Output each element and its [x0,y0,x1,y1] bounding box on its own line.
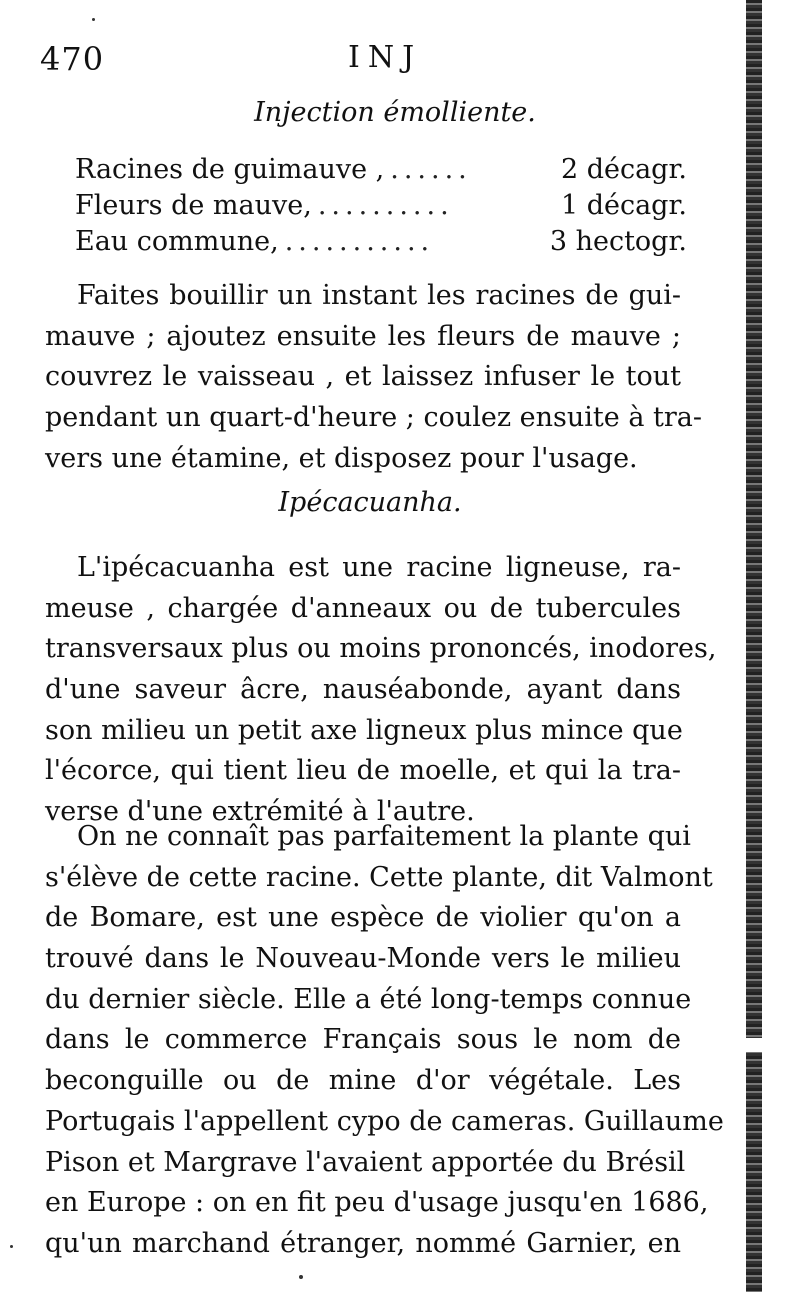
text-line: dans le commerce Français sous le nom de [45,1024,681,1056]
page-gutter-edge [746,0,762,1292]
page-gutter-gap [746,1038,762,1052]
section-title-ipecacuanha: Ipécacuanha. [278,487,462,518]
recipe-ingredient: Fleurs de mauve, [75,190,312,221]
recipe-quantity: 1 décagr. [560,190,687,221]
running-head: INJ [348,40,423,75]
paragraph-injection [45,276,702,479]
text-line: de Bomare, est une espèce de violier qu'on a [45,902,681,934]
text-line: d'une saveur âcre, nauséabonde, ayant dans [45,674,681,706]
recipe-quantity: 3 hectogr. [549,226,687,257]
text-line: verse d'une extrémité à l'autre. [45,796,475,828]
text-line: mauve ; ajoutez ensuite les fleurs de mauve ; [45,320,681,352]
text-line: L'ipécacuanha est une racine ligneuse, ra- [77,552,681,583]
ink-speck [299,1275,303,1279]
text-line: vers une étamine, et disposez pour l'usage. [45,442,638,474]
text-line: s'élève de cette racine. Cette plante, dit Valmont [45,861,713,893]
text-line: Portugais l'appellent cypo de cameras. Guillaume [45,1105,724,1137]
text-line: meuse , chargée d'anneaux ou de tubercules [45,592,681,624]
text-line: l'écorce, qui tient lieu de moelle, et qui la tra- [45,755,681,787]
text-line: couvrez le vaisseau , et laissez infuser le tout [45,361,681,393]
text-line: transversaux plus ou moins prononcés, inodores, [45,633,717,665]
recipe-quantity: 2 décagr. [560,154,687,185]
ink-speck [10,1245,13,1248]
text-line: On ne connaît pas parfaitement la plante qui [77,821,691,852]
recipe-item [75,152,687,188]
recipe-item [75,188,687,224]
text-line: du dernier siècle. Elle a été long-temps connue [45,983,692,1015]
recipe-ingredient: Eau commune, [75,226,279,257]
paragraph-description [45,548,717,833]
recipe-ingredient: Racines de guimauve , [75,154,385,185]
leader-dots: ...... [390,154,472,185]
leader-dots: ........... [284,226,435,257]
recipe-item [75,224,687,260]
text-line: pendant un quart-d'heure ; coulez ensuite à tra- [45,402,702,434]
ink-speck [92,18,95,21]
text-line: son milieu un petit axe ligneux plus mince que [45,714,683,746]
text-line: qu'un marchand étranger, nommé Garnier, en [45,1227,681,1259]
text-line: Faites bouillir un instant les racines de gui- [77,280,681,311]
section-title-injection: Injection émolliente. [254,97,536,128]
text-line: en Europe : on en fit peu d'usage jusqu'en 1686, [45,1187,709,1219]
page-header [40,28,680,78]
page-number: 470 [40,40,105,78]
recipe-list [75,152,687,260]
text-line: trouvé dans le Nouveau-Monde vers le milieu [45,943,681,975]
paragraph-history [45,817,724,1265]
text-line: beconguille ou de mine d'or végétale. Les [45,1065,681,1097]
leader-dots: .......... [317,190,454,221]
text-line: Pison et Margrave l'avaient apportée du Brésil [45,1146,686,1178]
